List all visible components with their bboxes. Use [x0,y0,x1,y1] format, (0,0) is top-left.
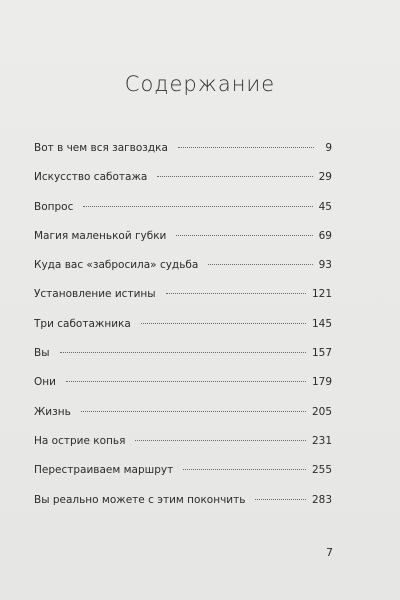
toc-entry [34,435,332,464]
toc-entry-title: Вот в чем вся загвоздка [34,142,168,154]
toc-entry [34,230,332,259]
toc-entry-page: 179 [311,376,332,389]
toc-entry-page: 157 [311,347,332,360]
dot-leader [208,264,312,265]
toc-entry [34,406,332,435]
toc-entry-page: 283 [311,493,332,506]
toc-entry-page: 121 [311,288,332,301]
toc-entry-title: Три саботажника [34,317,131,330]
toc-entry-page: 29 [318,171,332,184]
toc-entry-page: 9 [325,142,332,154]
toc-entry [34,259,332,288]
toc-entry [34,318,332,347]
toc-entry [34,494,332,523]
toc-entry-title: Жизнь [34,405,71,418]
dot-leader [60,352,306,353]
toc-entry [34,288,332,317]
dot-leader [178,147,314,148]
toc-entry-page: 231 [311,434,332,447]
toc-entry [34,464,332,493]
toc-entry-title: Они [34,376,56,389]
toc-entry-title: Вопрос [34,200,74,213]
dot-leader [135,440,306,441]
toc-entry-page: 255 [311,464,332,477]
dot-leader [141,323,306,324]
page-number: 7 [326,546,333,559]
toc-entry-page: 93 [318,259,332,272]
toc-entry-page: 69 [318,229,332,242]
dot-leader [83,206,312,207]
toc-entry-title: Магия маленькой губки [34,229,167,242]
dot-leader [183,469,306,470]
dot-leader [66,381,306,382]
toc-entry-title: На острие копья [34,434,126,447]
dot-leader [81,411,306,412]
table-of-contents [34,142,332,523]
dot-leader [157,176,312,177]
toc-entry [34,376,332,405]
page-title: Содержание [124,72,276,96]
toc-entry-title: Установление истины [34,288,156,301]
dot-leader [176,235,312,236]
toc-entry-title: Перестраиваем маршрут [34,464,174,477]
toc-entry [34,171,332,200]
toc-entry [34,142,332,171]
toc-entry [34,201,332,230]
toc-entry-page: 205 [311,405,332,418]
dot-leader [166,293,306,294]
toc-entry-title: Куда вас «забросила» судьба [34,259,199,272]
toc-entry-page: 45 [318,200,332,213]
toc-entry-title: Искусство саботажа [34,171,148,184]
dot-leader [255,499,306,500]
toc-entry-page: 145 [311,317,332,330]
toc-entry-title: Вы реально можете с этим покончить [34,493,246,506]
toc-entry-title: Вы [34,347,50,360]
toc-entry [34,347,332,376]
